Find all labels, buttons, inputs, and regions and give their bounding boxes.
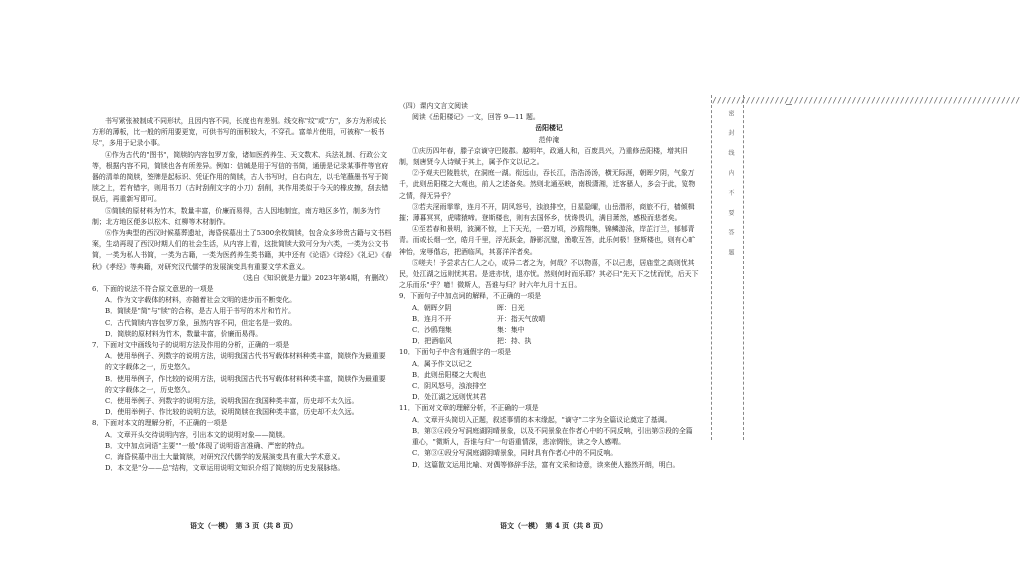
question-9-option-c xyxy=(399,325,699,336)
question-8-option-c: C．海昏侯墓中出土大量简牍，对研究汉代儒学的发展演变具有重大学术意义。 xyxy=(105,453,345,462)
question-9-option-d xyxy=(399,336,699,347)
question-11-option-c: C．第③④段分写洞庭湖阴晴景象，同时具有作者心中的不同反响。 xyxy=(412,449,618,458)
question-10-option-c: C．阴风怒号，浊浪排空 xyxy=(412,382,487,391)
question-9-option-b-phrase: B．连月不开 xyxy=(412,314,452,323)
question-9-option-b xyxy=(399,314,699,325)
question-9-option-a xyxy=(399,303,699,314)
binding-margin-labels: 密 封 线 内 不 要 答 题 xyxy=(727,110,734,262)
essay-paragraph-5: ⑤嗟夫！予尝求古仁人之心，或异二者之为，何哉？不以物喜，不以己悲，居庙堂之高则忧其民，处江湖之远则忧其君。是进亦忧，退亦忧。然则何时而乐耶？其必曰"先天下之忧而忧，后天下之乐而乐"乎？噫！微斯人，吾谁与归？时六年九月十五日。 xyxy=(399,258,699,290)
question-11-option-a: A．文章开头简切入正题，叙述事情的本末缘起，"谪守"二字为全篇议论奠定了基调。 xyxy=(412,415,672,424)
question-6-option-a: A．作为文字载体的材料，亦随着社会文明的进步而不断变化。 xyxy=(105,296,297,305)
question-8-option-d: D．本文是"分——总"结构，文章运用说明文知识介绍了简牍的历史发展脉络。 xyxy=(105,464,345,473)
question-9-option-c-phrase: C．沙鸥翔集 xyxy=(412,326,452,335)
intro-paragraph-4: ⑥作为典型的西汉时候墓葬遗址，海昏侯墓出土了5300余枚简牍，包含众多珍贵古籍与文书档案，生动再现了西汉时期人们的社会生活，从内容上看，这批简牍大致可分为六类，一类为公文书简，一类为私人书简，一类为古籍，一类为医药养生类书籍，其中还有《论语》《诗经》《礼记》《春秋》《孝经》等典籍，对研究汉代儒学的发展演变具有重要文学术意义。 xyxy=(92,229,392,271)
essay-author: 范仲淹 xyxy=(538,135,560,144)
binding-margin-slashes: //////////////////////////////////////////////////////////////// xyxy=(712,96,1020,105)
essay-paragraph-1: ①庆历四年春，滕子京谪守巴陵郡。越明年，政通人和，百废具兴，乃重修岳阳楼，增其旧制，刻唐贤今人诗赋于其上，属予作文以记之。 xyxy=(399,146,688,167)
question-11-option-b: B．第③④段分写洞庭湖阴晴景象，以及不同景象在作者心中的不同反响，引出第⑤段的全篇重心，"微斯人，吾谁与归"一句语重情深，悲凉惆怅，读之令人感喟。 xyxy=(412,426,693,447)
question-8-option-a: A．文章开头交待说明内容，引出本文的说明对象——简牍。 xyxy=(105,430,290,439)
question-9-option-a-phrase: A．朝晖夕阴 xyxy=(412,303,452,312)
essay-paragraph-2: ②予观夫巴陵胜状，在洞庭一湖。衔远山，吞长江，浩浩汤汤，横无际涯，朝晖夕阴，气象万千，此则岳阳楼之大观也，前人之述备矣。然则北通巫峡，南极潇湘，迁客骚人，多会于此，览物之情，得无异乎？ xyxy=(399,169,696,200)
left-page xyxy=(92,116,392,475)
intro-paragraph-3: ⑤简牍的原材料为竹木，数量丰富，价廉而易得，古人因地制宜，南方地区多竹，制多为竹制；北方地区便多以松木、红柳等木材制作。 xyxy=(92,206,381,226)
section-heading: （四）课内文言文阅读 xyxy=(399,102,468,110)
question-9-option-d-phrase: D．把酒临风 xyxy=(412,337,452,346)
question-10-option-b: B．此则岳阳楼之大观也 xyxy=(412,370,486,379)
question-9-stem: 9．下面句子中加点词的解释，不正确的一项是 xyxy=(399,292,542,301)
source-citation: （选自《知识就是力量》2023年第4期，有删改） xyxy=(239,273,392,282)
question-7-option-b: B．使用举例子，作比较的说明方法，说明我国古代书写载体材料种类丰富，简牍作为最重要的文字载体之一，历史悠久。 xyxy=(105,374,386,394)
question-6-option-b: B．简牍是"简"与"牍"的合称，是古人用于书写的木片和竹片。 xyxy=(105,307,296,316)
question-6-option-d: D．简牍的原材料为竹木，数量丰富，价廉而易得。 xyxy=(105,329,263,338)
question-10-stem: 10．下面句子中含有通假字的一项是 xyxy=(399,348,512,357)
question-6-stem: 6．下面的说法不符合原文意思的一项是 xyxy=(92,285,214,294)
question-6-option-c: C．古代简牍内容包罗万象，虽然内容不同，但定名是一致的。 xyxy=(105,318,297,327)
intro-paragraph-1: 书写紧张被制成不同形状，且因内容不同，长度也有差别。线交称"纹"或"方"，多方为形成长方形的薄板，比一般的所用要更宽，可供书写的面积较大，不穿孔。富单片使用，可被称"一板书尽"，多用于记录小事。 xyxy=(92,117,387,148)
question-9-option-c-gloss: 集：集中 xyxy=(497,326,525,335)
right-page-footer: 语文（一模） 第 4 页（共 8 页） xyxy=(500,521,607,530)
question-7-option-a: A．使用举例子、列数字的说明方法，说明我国古代书写载体材料种类丰富，简牍作为最重要的文字载体之一，历史悠久。 xyxy=(105,352,386,372)
question-7-option-d: D．使用举例子、作比较的说明方法，说明简牍在我国种类丰富，历史却不太久远。 xyxy=(105,408,359,417)
binding-margin-line-right xyxy=(743,95,754,440)
question-11-stem: 11．下面对文章的理解分析，不正确的一项是 xyxy=(399,404,539,413)
question-8-option-b: B．文中加点词语"主要""一般"体现了说明语言准确、严密的特点。 xyxy=(105,441,309,450)
question-7-option-c: C．使用举例子、列数字的说明方法，说明我国在我国种类丰富，历史却不太久远。 xyxy=(105,397,359,406)
right-page xyxy=(399,101,699,471)
reading-instruction: 阅读《岳阳楼记》一文，回答 9—11 题。 xyxy=(412,113,540,122)
essay-title: 岳阳楼记 xyxy=(535,124,563,133)
question-10-option-a: A．属予作文以记之 xyxy=(412,359,473,368)
question-9-option-d-gloss: 把：持、执 xyxy=(497,337,532,346)
left-page-footer: 语文（一模） 第 3 页（共 8 页） xyxy=(190,521,297,530)
margin-tick-mark xyxy=(786,104,792,105)
question-9-option-a-gloss: 晖：日光 xyxy=(497,303,525,312)
question-8-stem: 8．下面对本文的理解分析，不正确的一项是 xyxy=(92,419,228,428)
essay-paragraph-4: ④至若春和景明，波澜不惊，上下天光，一碧万顷，沙鸥翔集，锦鳞游泳，岸芷汀兰，郁郁青青。而或长烟一空，皓月千里，浮光跃金，静影沉璧，渔歌互答，此乐何极！登斯楼也，则有心旷神怡，宠辱偕忘，把酒临风，其喜洋洋者矣。 xyxy=(399,225,696,256)
question-7-stem: 7．下面对文中画线句子的说明方法及作用的分析，正确的一项是 xyxy=(92,341,290,350)
question-11-option-d: D．这篇散文运用比喻、对偶等修辞手法，富有文采和诗意，读来使人豁然开朗，明白。 xyxy=(412,460,680,469)
question-9-option-b-gloss: 开：指天气放晴 xyxy=(497,314,546,323)
essay-paragraph-3: ③若夫淫雨霏霏，连月不开，阴风怒号，浊浪排空，日星隐曜，山岳潜形，商旅不行，樯倾楫摧；薄暮冥冥，虎啸猿啼。登斯楼也，则有去国怀乡，忧谗畏讥，满目萧然，感极而悲者矣。 xyxy=(399,202,695,223)
question-10-option-d: D．处江湖之远则忧其君 xyxy=(412,393,487,402)
intro-paragraph-2: ④作为古代的"图书"，简牍的内容包罗万象，诸如医药养生、天文数术、兵法礼制、行政公文等，根据内容不同，简牍也各有所差异。例如：信缄是用于写信的书简，通册是记录某事件等官府器的清单的简牍，签牌是起标识、凭证作用的简牍，古人书写时，自右向左，以毛笔蘸墨书写于简牍之上，若有错字，则用书刀（古时刮削文字的小刀）刮削，其作用类似于今天的橡皮擦，刮去错误后，再重新写即可。 xyxy=(92,150,389,204)
